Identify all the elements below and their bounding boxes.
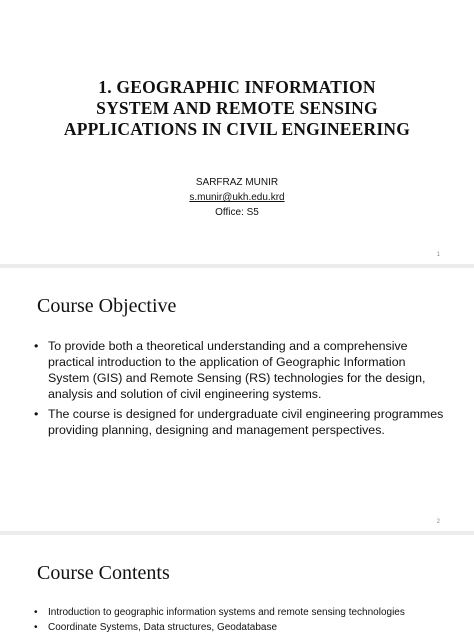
bullet-item [34,406,444,438]
slide-title: 1. GEOGRAPHIC INFORMATION SYSTEM AND REMOTE SENSING APPLICATIONS IN CIVIL ENGINEERING [63,77,411,139]
slide-2 [0,268,474,531]
bullet-item [34,620,444,632]
slide-3 [0,535,474,632]
bullet-text: To provide both a theoretical understanding and a comprehensive practical introduction to the application of Geographic Information System (GIS) and Remote Sensing (RS) technologies for the design, analysis and solution of civil engineering systems. [48,339,426,401]
page-number: 2 [436,519,440,525]
bullet-item [34,338,444,402]
bullet-item [34,605,444,620]
author-office: Office: S5 [215,207,259,218]
bullet-icon: • [34,622,38,632]
slide-heading: Course Objective [37,295,177,317]
bullet-list [34,605,444,632]
bullet-icon: • [34,407,39,421]
bullet-text: Coordinate Systems, Data structures, Geodatabase [48,622,278,632]
author-email-link[interactable]: s.munir@ukh.edu.krd [189,192,285,203]
bullet-text: Introduction to geographic information systems and remote sensing technologies [48,607,405,618]
slide-heading: Course Contents [37,562,170,584]
author-block [0,175,474,220]
author-name: SARFRAZ MUNIR [195,177,279,188]
slide-1 [0,0,474,264]
bullet-text: The course is designed for undergraduate civil engineering programmes providing planning, designing and management perspectives. [48,407,444,437]
bullet-list [34,338,444,442]
bullet-icon: • [34,339,39,353]
page-number: 1 [436,252,440,258]
bullet-icon: • [34,607,38,618]
